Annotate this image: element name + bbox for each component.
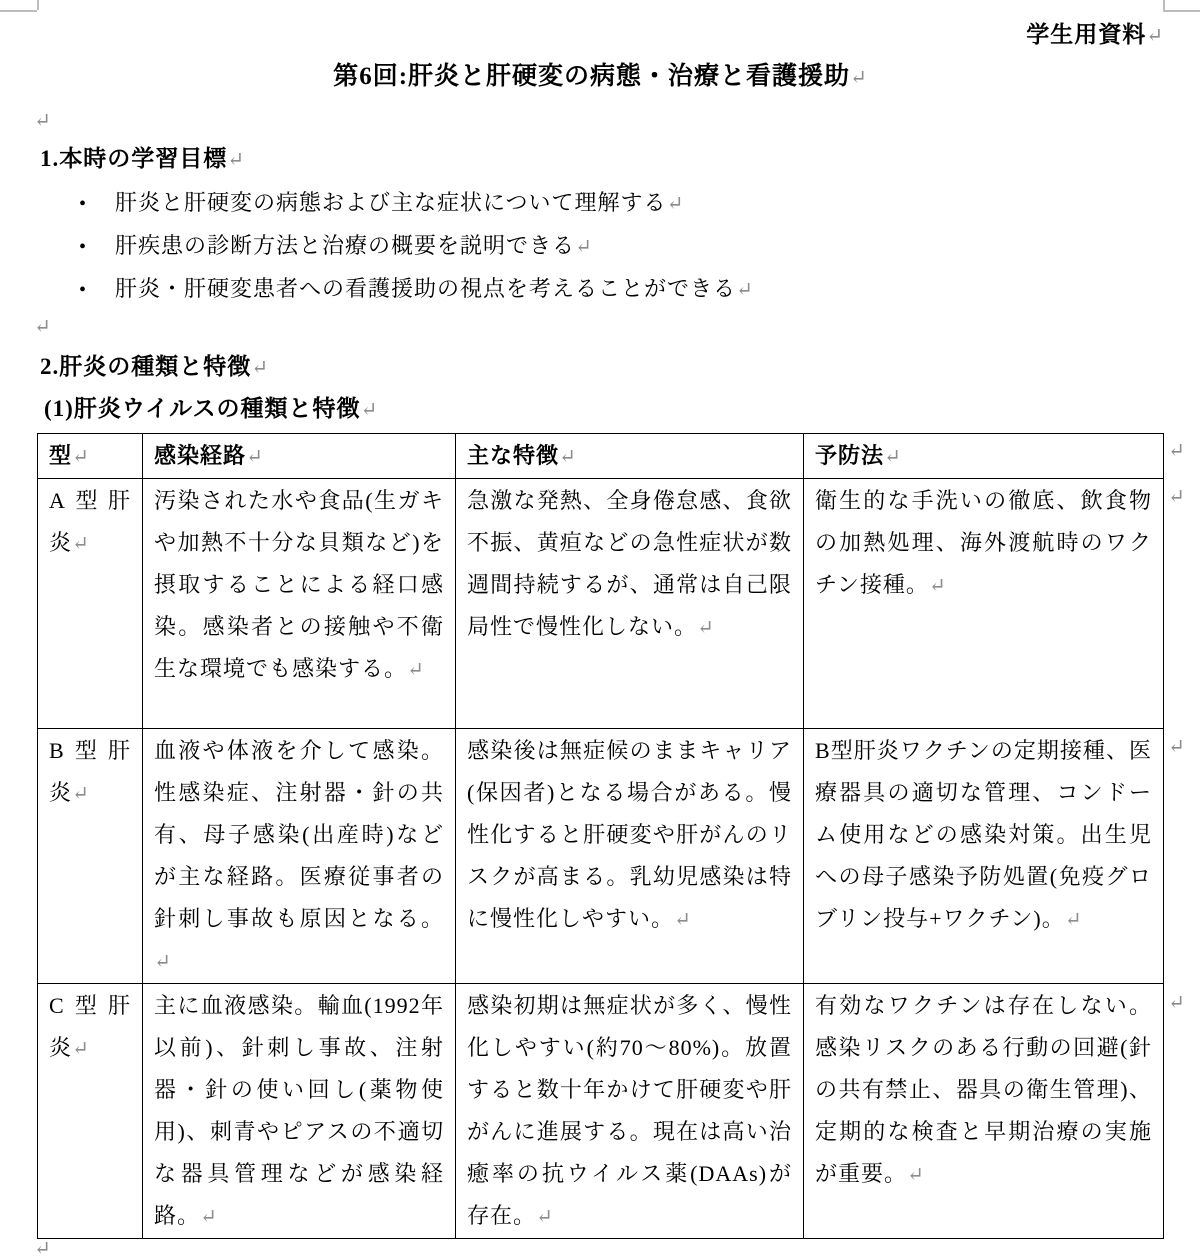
bullet-icon: • [79, 193, 88, 215]
page-title-text: 第6回:肝炎と肝硬変の病態・治療と看護援助 [333, 63, 851, 90]
paragraph-mark: ↵ [72, 533, 89, 555]
paragraph-mark: ↵ [666, 193, 684, 215]
paragraph-mark: ↵ [575, 236, 592, 258]
empty-paragraph [34, 108, 51, 133]
doc-header-text: 学生用資料 [1026, 22, 1147, 47]
cell-text: A型肝炎 [49, 488, 131, 555]
paragraph-mark: ↵ [246, 446, 263, 468]
paragraph-mark: ↵ [154, 951, 171, 973]
row-end-mark [1168, 438, 1185, 463]
cell-text: 感染後は無症候のままキャリア(保因者)となる場合がある。慢性化すると肝硬変や肝がんのリスクが高まる。乳幼児感染は特に慢性化しやすい。 [467, 738, 792, 931]
goal-item [79, 272, 753, 303]
col-header-route [143, 434, 456, 479]
paragraph-mark: ↵ [850, 67, 867, 89]
paragraph-mark: ↵ [928, 575, 946, 597]
cell-text: 急激な発熱、全身倦怠感、食欲不振、黄疸などの急性症状が数週間持続するが、通常は自己限局性で慢性化しない。 [467, 488, 792, 639]
section-2-subheading-text: (1)肝炎ウイルスの種類と特徴 [44, 396, 361, 421]
cell-type-a [38, 479, 143, 729]
paragraph-mark: ↵ [72, 1038, 89, 1060]
col-header-text: 型 [49, 443, 73, 468]
cell-text: 有効なワクチンは存在しない。感染リスクのある行動の回避(針の共有禁止、器具の衛生管理)、定期的な検査と早期治療の実施が重要。 [815, 993, 1152, 1186]
margin-mark-top-right [1163, 10, 1200, 12]
table-row-hepatitis-c [38, 984, 1164, 1239]
col-header-features [456, 434, 804, 479]
paragraph-mark: ↵ [72, 783, 89, 805]
cell-type-c [38, 984, 143, 1239]
paragraph-mark: ↵ [200, 1206, 217, 1228]
col-header-text: 予防法 [815, 443, 885, 468]
paragraph-mark: ↵ [559, 446, 576, 468]
paragraph-mark: ↵ [884, 446, 901, 468]
cell-features-b [456, 729, 804, 984]
cell-text: 感染初期は無症状が多く、慢性化しやすい(約70〜80%)。放置すると数十年かけて肝硬変や肝がんに進展する。現在は高い治癒率の抗ウイルス薬(DAAs)が存在。 [467, 993, 792, 1228]
paragraph-mark: ↵ [72, 446, 89, 468]
col-header-prevention [804, 434, 1164, 479]
paragraph-mark: ↵ [1064, 909, 1082, 931]
cell-text: 衛生的な手洗いの徹底、飲食物の加熱処理、海外渡航時のワクチン接種。 [815, 488, 1152, 597]
cell-route-b [143, 729, 456, 984]
bullet-icon: • [79, 279, 88, 301]
goal-item-text: 肝疾患の診断方法と治療の概要を説明できる [115, 233, 576, 258]
table-row-hepatitis-b [38, 729, 1164, 984]
table-header-row [38, 434, 1164, 479]
row-end-mark [1168, 990, 1185, 1015]
table-row-hepatitis-a [38, 479, 1164, 729]
paragraph-mark: ↵ [907, 1164, 924, 1186]
cell-type-b [38, 729, 143, 984]
cell-text: B型肝炎 [49, 738, 131, 805]
col-header-type [38, 434, 143, 479]
cell-features-a [456, 479, 804, 729]
paragraph-mark: ↵ [251, 357, 269, 379]
page-title [0, 56, 1200, 92]
section-2-heading [40, 348, 268, 381]
empty-paragraph [34, 1236, 51, 1258]
paragraph-mark: ↵ [360, 399, 378, 421]
cell-text: C型肝炎 [49, 993, 131, 1060]
cell-text: B型肝炎ワクチンの定期接種、医療器具の適切な管理、コンドーム使用などの感染対策。出生児への母子感染予防処置(免疫グロブリン投与+ワクチン)。 [815, 738, 1152, 931]
cell-text: 汚染された水や食品(生ガキや加熱不十分な貝類など)を摂取することによる経口感染。感染者との接触や不衛生な環境でも感染する。 [154, 488, 444, 681]
paragraph-mark: ↵ [1168, 440, 1185, 462]
bullet-icon: • [79, 236, 88, 258]
paragraph-mark: ↵ [34, 1238, 51, 1258]
cell-features-c [456, 984, 804, 1239]
paragraph-mark: ↵ [1168, 736, 1185, 758]
paragraph-mark: ↵ [536, 1206, 553, 1228]
col-header-text: 主な特徴 [467, 443, 560, 468]
paragraph-mark: ↵ [1168, 486, 1185, 508]
row-end-mark [1168, 484, 1185, 509]
cell-prevention-b [804, 729, 1164, 984]
col-header-text: 感染経路 [154, 443, 247, 468]
paragraph-mark: ↵ [227, 149, 245, 171]
paragraph-mark: ↵ [697, 617, 714, 639]
hepatitis-table [37, 433, 1164, 1239]
paragraph-mark: ↵ [34, 110, 51, 132]
cell-prevention-c [804, 984, 1164, 1239]
section-1-heading [40, 140, 244, 173]
paragraph-mark: ↵ [34, 316, 51, 338]
goal-item [79, 229, 592, 260]
margin-mark-top-left-vertical [37, 0, 39, 10]
paragraph-mark: ↵ [407, 659, 424, 681]
section-2-heading-text: 2.肝炎の種類と特徴 [40, 354, 252, 379]
paragraph-mark: ↵ [736, 279, 753, 301]
cell-text: 主に血液感染。輸血(1992年以前)、針刺し事故、注射器・針の使い回し(薬物使用)、刺青やピアスの不適切な器具管理などが感染経路。 [154, 993, 444, 1228]
doc-header-label [0, 16, 1163, 49]
goal-item-text: 肝炎と肝硬変の病態および主な症状について理解する [115, 190, 667, 215]
cell-route-a [143, 479, 456, 729]
cell-prevention-a [804, 479, 1164, 729]
row-end-mark [1168, 734, 1185, 759]
margin-mark-top-left [0, 10, 37, 12]
paragraph-mark: ↵ [1146, 25, 1163, 47]
goal-item-text: 肝炎・肝硬変患者への看護援助の視点を考えることができる [115, 276, 737, 301]
empty-paragraph [34, 314, 51, 339]
section-2-subheading [44, 390, 377, 423]
goal-item [79, 186, 683, 217]
cell-route-c [143, 984, 456, 1239]
paragraph-mark: ↵ [674, 909, 691, 931]
margin-mark-top-right-vertical [1163, 0, 1165, 10]
cell-text: 血液や体液を介して感染。性感染症、注射器・針の共有、母子感染(出産時)などが主な経路。医療従事者の針刺し事故も原因となる。 [154, 738, 444, 931]
section-1-heading-text: 1.本時の学習目標 [40, 146, 228, 171]
paragraph-mark: ↵ [1168, 992, 1185, 1014]
